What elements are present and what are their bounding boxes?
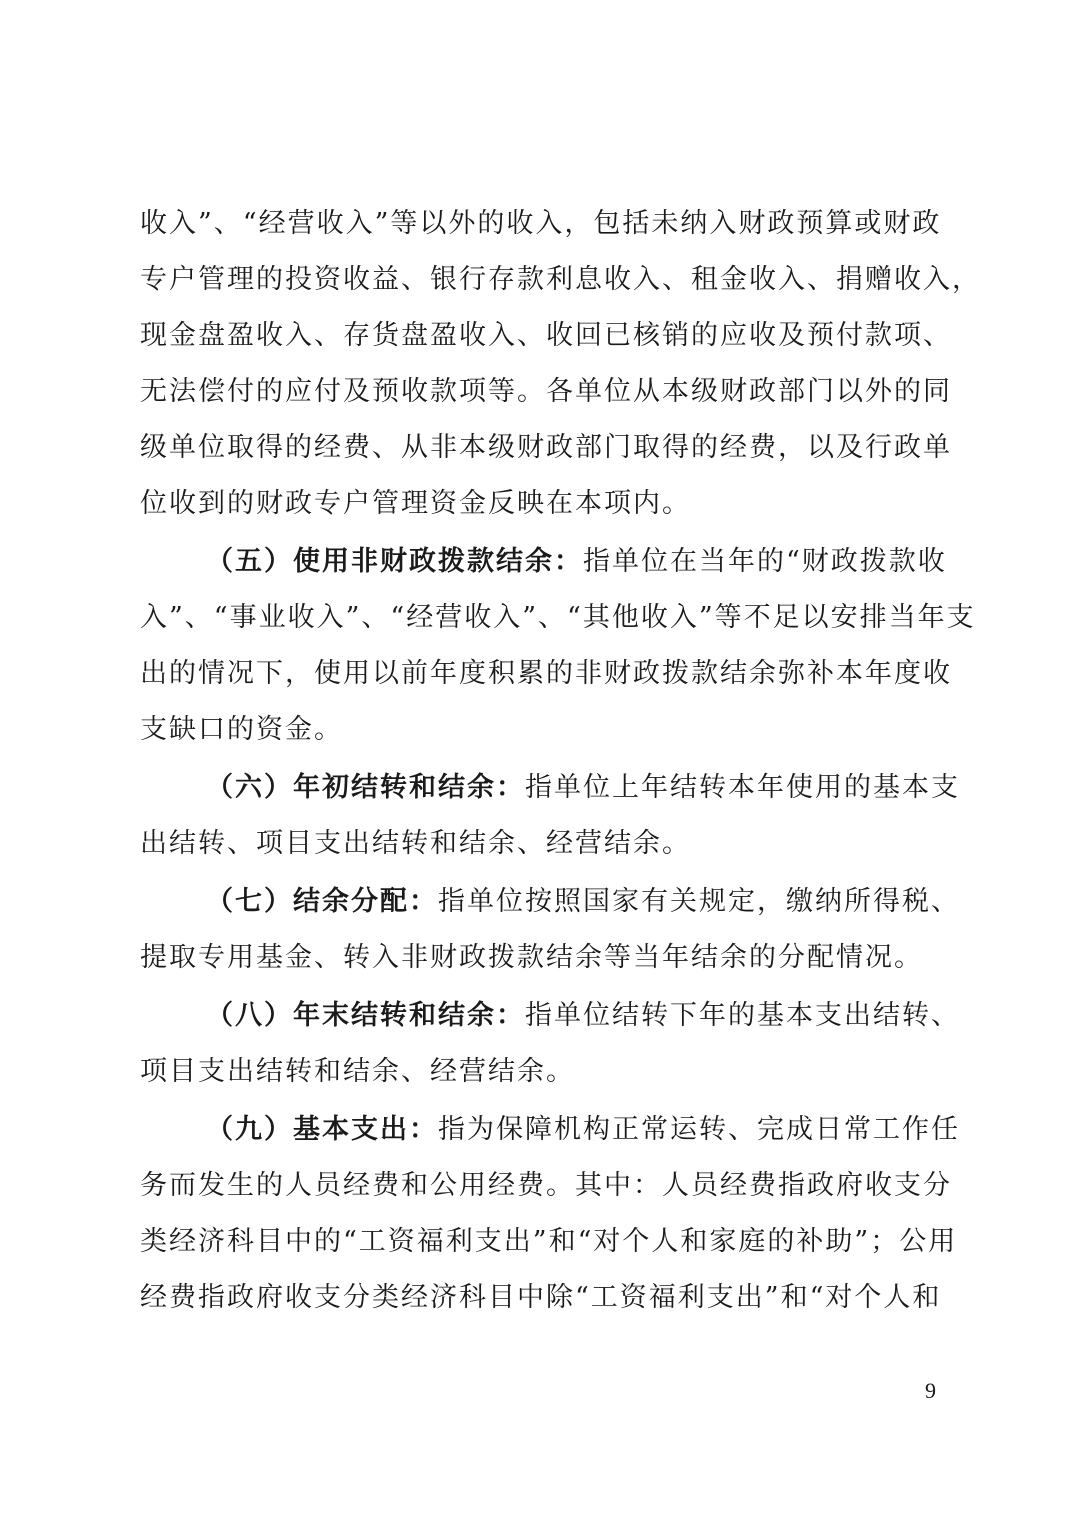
text-line: 无法偿付的应付及预收款项等。各单位从本级财政部门以外的同 bbox=[140, 376, 952, 407]
document-body bbox=[140, 196, 981, 1326]
text-line: 收入”、“经营收入”等以外的收入，包括未纳入财政预算或财政 bbox=[140, 208, 942, 239]
text-line: 类经济科目中的“工资福利支出”和“对个人和家庭的补助”；公用 bbox=[140, 1226, 958, 1257]
text-line: 位收到的财政专户管理资金反映在本项内。 bbox=[140, 488, 691, 519]
section-heading: （九）基本支出： bbox=[206, 1114, 438, 1145]
paragraph-other-income-continued bbox=[140, 196, 981, 532]
text-span: 指单位上年结转本年使用的基本支 bbox=[525, 772, 960, 803]
paragraph-year-end-carryover bbox=[140, 988, 960, 1100]
text-line: 项目支出结转和结余、经营结余。 bbox=[140, 1056, 575, 1087]
text-span: 指单位按照国家有关规定，缴纳所得税、 bbox=[438, 886, 960, 917]
section-heading: （七）结余分配： bbox=[206, 886, 438, 917]
page-number: 9 bbox=[925, 1378, 936, 1403]
text-line: 入”、“事业收入”、“经营收入”、“其他收入”等不足以安排当年支 bbox=[140, 602, 976, 633]
text-line: 出的情况下，使用以前年度积累的非财政拨款结余弥补本年度收 bbox=[140, 658, 952, 689]
paragraph-first-line bbox=[140, 1102, 960, 1158]
text-span: 指单位在当年的“财政拨款收 bbox=[583, 546, 947, 577]
text-line: 级单位取得的经费、从非本级财政部门取得的经费，以及行政单 bbox=[140, 432, 952, 463]
text-span: 指为保障机构正常运转、完成日常工作任 bbox=[438, 1114, 960, 1145]
paragraph-first-line bbox=[140, 988, 960, 1044]
text-line: 务而发生的人员经费和公用经费。其中：人员经费指政府收支分 bbox=[140, 1170, 952, 1201]
paragraph-basic-expenditure bbox=[140, 1102, 960, 1326]
text-line: 支缺口的资金。 bbox=[140, 714, 343, 745]
paragraph-surplus-distribution bbox=[140, 874, 960, 986]
paragraph-use-non-fiscal-surplus bbox=[140, 534, 976, 758]
text-line: 现金盘盈收入、存货盘盈收入、收回已核销的应收及预付款项、 bbox=[140, 320, 952, 351]
paragraph-beginning-carryover bbox=[140, 760, 960, 872]
text-line: 提取专用基金、转入非财政拨款结余等当年结余的分配情况。 bbox=[140, 942, 923, 973]
section-heading: （六）年初结转和结余： bbox=[206, 772, 525, 803]
text-line: 专户管理的投资收益、银行存款利息收入、租金收入、捐赠收入， bbox=[140, 264, 981, 295]
text-span: 指单位结转下年的基本支出结转、 bbox=[525, 1000, 960, 1031]
section-heading: （八）年末结转和结余： bbox=[206, 1000, 525, 1031]
text-line: 出结转、项目支出结转和结余、经营结余。 bbox=[140, 828, 691, 859]
paragraph-first-line bbox=[140, 760, 960, 816]
paragraph-first-line bbox=[140, 534, 947, 590]
section-heading: （五）使用非财政拨款结余： bbox=[206, 546, 583, 577]
paragraph-first-line bbox=[140, 874, 960, 930]
text-line: 经费指政府收支分类经济科目中除“工资福利支出”和“对个人和 bbox=[140, 1282, 942, 1313]
